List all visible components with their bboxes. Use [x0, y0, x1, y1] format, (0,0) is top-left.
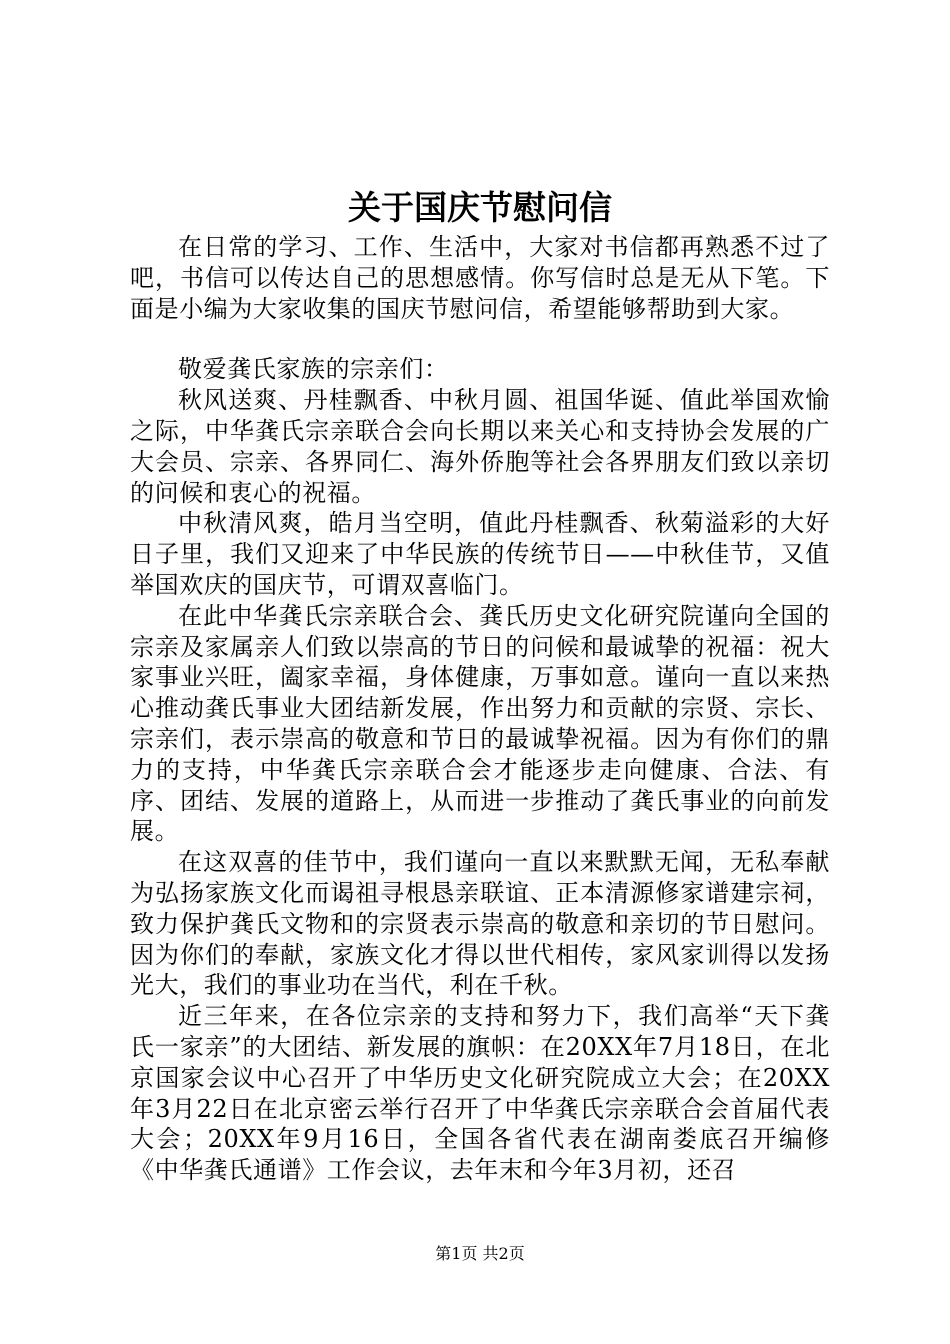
page-number-footer: 第1页 共2页: [435, 1244, 525, 1263]
body-paragraph: 中秋清风爽，皓月当空明，值此丹桂飘香、秋菊溢彩的大好日子里，我们又迎来了中华民族的传统节日——中秋佳节，又值举国欢庆的国庆节，可谓双喜临门。: [130, 509, 830, 599]
body-paragraph: 近三年来，在各位宗亲的支持和努力下，我们高举“天下龚氏一家亲”的大团结、新发展的旗帜：在20XX年7月18日，在北京国家会议中心召开了中华历史文化研究院成立大会；在20XX年3月22日在北京密云举行召开了中华龚氏宗亲联合会首届代表大会；20XX年9月16日，全国各省代表在湖南娄底召开编修《中华龚氏通谱》工作会议，去年末和今年3月初，还召: [130, 1002, 830, 1185]
document-body: [130, 232, 830, 1186]
body-paragraph: 在此中华龚氏宗亲联合会、龚氏历史文化研究院谨向全国的宗亲及家属亲人们致以崇高的节日的问候和最诚挚的祝福：祝大家事业兴旺，阖家幸福，身体健康，万事如意。谨向一直以来热心推动龚氏事业大团结新发展，作出努力和贡献的宗贤、宗长、宗亲们，表示崇高的敬意和节日的最诚挚祝福。因为有你们的鼎力的支持，中华龚氏宗亲联合会才能逐步走向健康、合法、有序、团结、发展的道路上，从而进一步推动了龚氏事业的向前发展。: [130, 601, 830, 846]
salutation: 敬爱龚氏家族的宗亲们：: [178, 355, 449, 384]
intro-paragraph: 在日常的学习、工作、生活中，大家对书信都再熟悉不过了吧，书信可以传达自己的思想感情。你写信时总是无从下笔。下面是小编为大家收集的国庆节慰问信，希望能够帮助到大家。: [130, 233, 830, 323]
body-paragraph: 在这双喜的佳节中，我们谨向一直以来默默无闻，无私奉献为弘扬家族文化而谒祖寻根恳亲联谊、正本清源修家谱建宗祠，致力保护龚氏文物和的宗贤表示崇高的敬意和亲切的节日慰问。因为你们的奉献，家族文化才得以世代相传，家风家训得以发扬光大，我们的事业功在当代，利在千秋。: [130, 848, 830, 1000]
document-title: 关于国庆节慰问信: [348, 188, 612, 227]
document-page: [130, 0, 830, 1344]
body-paragraph: 秋风送爽、丹桂飘香、中秋月圆、祖国华诞、值此举国欢愉之际，中华龚氏宗亲联合会向长期以来关心和支持协会发展的广大会员、宗亲、各界同仁、海外侨胞等社会各界朋友们致以亲切的问候和衷心的祝福。: [130, 386, 830, 507]
